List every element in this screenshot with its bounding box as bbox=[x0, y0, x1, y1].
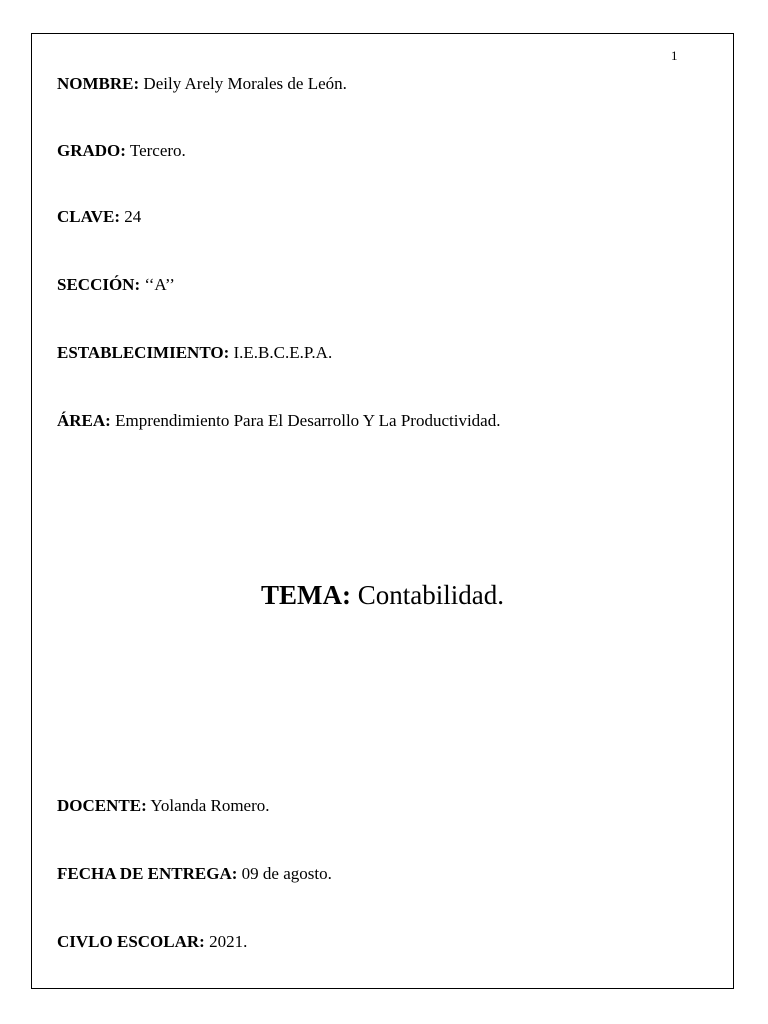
field-label: CIVLO ESCOLAR: bbox=[57, 932, 205, 951]
field-label: NOMBRE: bbox=[57, 74, 140, 93]
field-value: I.E.B.C.E.P.A. bbox=[233, 343, 333, 362]
field-ciclo-escolar bbox=[57, 932, 247, 952]
field-fecha-de-entrega bbox=[57, 864, 332, 884]
field-label: CLAVE: bbox=[57, 207, 120, 226]
field-label: ESTABLECIMIENTO: bbox=[57, 343, 230, 362]
field-label: DOCENTE: bbox=[57, 796, 147, 815]
field-docente bbox=[57, 796, 270, 816]
field-establecimiento bbox=[57, 343, 332, 363]
field-grado bbox=[57, 141, 186, 161]
field-value: Tercero. bbox=[129, 141, 186, 160]
field-value: 2021. bbox=[209, 932, 248, 951]
field-value: ‘‘A’’ bbox=[144, 275, 175, 294]
field-value: Emprendimiento Para El Desarrollo Y La Productividad. bbox=[115, 411, 501, 430]
field-label: SECCIÓN: bbox=[57, 275, 141, 294]
topic-value: Contabilidad. bbox=[357, 580, 504, 610]
field-label: GRADO: bbox=[57, 141, 126, 160]
document-topic bbox=[32, 580, 733, 611]
field-value: Yolanda Romero. bbox=[150, 796, 270, 815]
field-label: ÁREA: bbox=[57, 411, 111, 430]
field-value: 24 bbox=[124, 207, 142, 226]
document-page bbox=[31, 33, 734, 989]
field-value: Deily Arely Morales de León. bbox=[143, 74, 347, 93]
field-area bbox=[57, 411, 500, 431]
field-nombre bbox=[57, 74, 347, 94]
page-number: 1 bbox=[671, 48, 678, 63]
field-value: 09 de agosto. bbox=[241, 864, 332, 883]
field-seccion bbox=[57, 275, 175, 295]
topic-label: TEMA: bbox=[261, 580, 351, 610]
field-clave bbox=[57, 207, 141, 227]
field-label: FECHA DE ENTREGA: bbox=[57, 864, 238, 883]
